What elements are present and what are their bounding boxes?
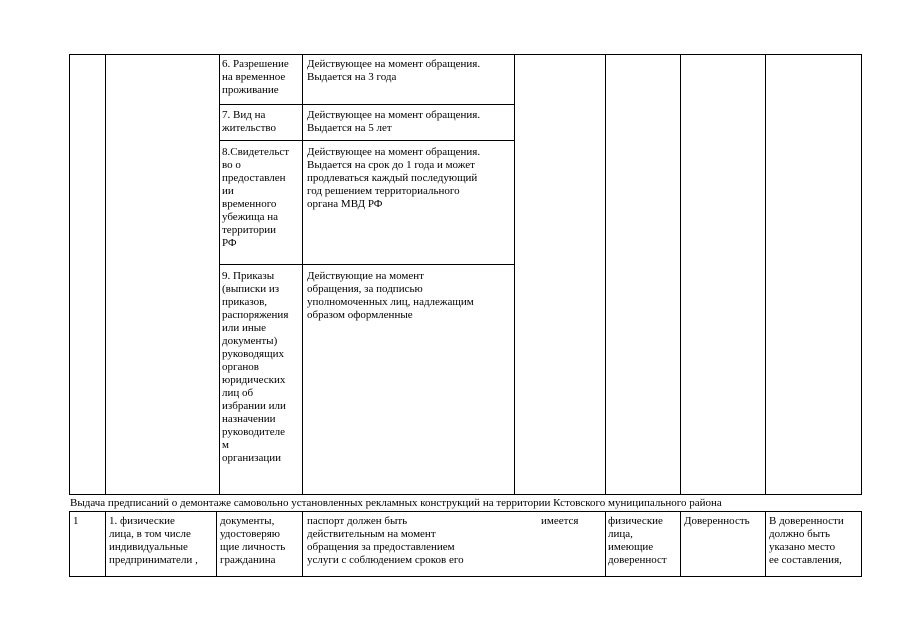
doc-cell-8: 8.Свидетельст во о предоставлен ии временного убежища на территории РФ: [222, 146, 290, 249]
col-line-2: [105, 54, 106, 494]
table-bottom-border: [69, 576, 862, 577]
col-line-4: [302, 54, 303, 494]
authority-cell: Доверенность: [684, 515, 750, 527]
col-line-8: [765, 54, 766, 494]
note-cell-6: Действующее на момент обращения. Выдается на 3 года: [307, 58, 481, 83]
section-title: Выдача предписаний о демонтаже самовольно установленных рекламных конструкций на территории Кстовского муниципального района: [70, 497, 722, 509]
bcol-line-1: [69, 511, 70, 576]
section-top-border: [69, 494, 862, 495]
bcol-line-7: [765, 511, 766, 576]
note-cell-9: Действующие на момент обращения, за подписью уполномоченных лиц, надлежащим образом оформленные: [307, 270, 474, 321]
bcol-line-8: [861, 511, 862, 576]
doc-cell-9: 9. Приказы (выписки из приказов, распоряжения или иные документы) руководящих органов юридических лиц об избрании или назначении руководителе м организации: [222, 270, 289, 464]
row-sep-2: [219, 140, 515, 141]
availability-cell: имеется: [541, 515, 579, 527]
table-top-border: [69, 54, 862, 55]
bcol-line-4: [302, 511, 303, 576]
note-cell-7: Действующее на момент обращения. Выдается на 5 лет: [307, 109, 481, 134]
col-line-3: [219, 54, 220, 494]
row-sep-3: [219, 264, 515, 265]
bcol-line-3: [216, 511, 217, 576]
row-sep-1: [219, 104, 515, 105]
section-bottom-border: [69, 511, 862, 512]
col-line-6: [605, 54, 606, 494]
col-line-7: [680, 54, 681, 494]
bcol-line-6: [680, 511, 681, 576]
col-line-1: [69, 54, 70, 494]
requirement-cell: паспорт должен быть действительным на момент обращения за предоставлением услуги с соблюдением сроков его: [307, 515, 464, 566]
applicant-cell: 1. физические лица, в том числе индивидуальные предприниматели ,: [109, 515, 198, 566]
row-number: 1: [73, 515, 79, 527]
col-line-9: [861, 54, 862, 494]
bcol-line-2: [105, 511, 106, 576]
note-cell-8: Действующее на момент обращения. Выдается на срок до 1 года и может продлеваться каждый последующий год решением территориального органа МВД РФ: [307, 146, 481, 210]
representatives-cell: физические лица, имеющие доверенност: [608, 515, 667, 566]
doc-cell-6: 6. Разрешение на временное проживание: [222, 58, 289, 96]
doc-cell-7: 7. Вид на жительство: [222, 109, 276, 134]
bcol-line-5: [605, 511, 606, 576]
col-line-5: [514, 54, 515, 494]
requirements-doc-cell: В доверенности должно быть указано место ее составления,: [769, 515, 844, 566]
doc-type-cell: документы, удостоверяю щие личность гражданина: [220, 515, 286, 566]
